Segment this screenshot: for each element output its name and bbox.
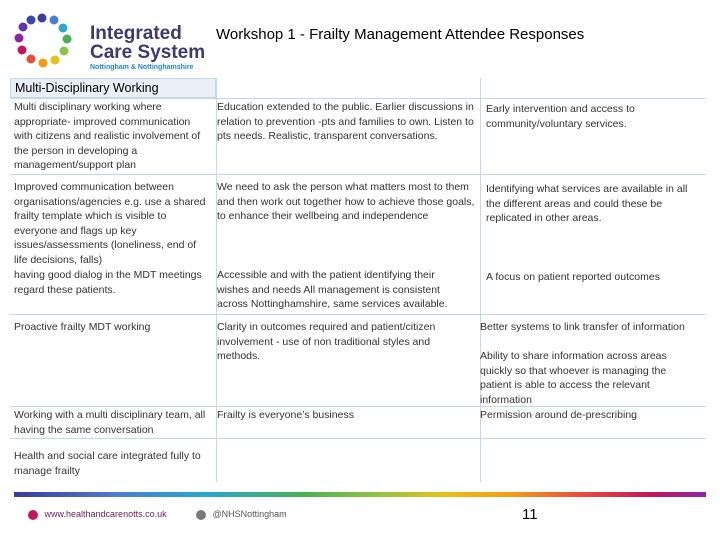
globe-icon — [28, 510, 38, 520]
twitter-icon — [196, 510, 206, 520]
footer-twitter[interactable] — [196, 509, 287, 520]
page-number: 11 — [522, 506, 538, 523]
logo — [12, 8, 212, 72]
row4-col3: Better systems to link transfer of information — [480, 321, 685, 333]
row4-col3-extra: Ability to share information across areas quickly so that whoever is managing the patient is able to access the relevant information — [480, 350, 667, 406]
page-title: Workshop 1 - Frailty Management Attendee Responses — [216, 26, 585, 43]
row2-col3: Identifying what services are available in all the different areas and could these be replicated in other areas. — [486, 183, 688, 224]
row3-col2: Accessible and with the patient identifying their wishes and needs All management is consistent across Nottinghamshire, same services available. — [217, 269, 448, 310]
row5-col1: Working with a multi disciplinary team, all having the same conversation — [14, 409, 206, 436]
row1-col3: Early intervention and access to community/voluntary services. — [486, 103, 635, 130]
row5-col2: Frailty is everyone’s business — [217, 409, 354, 421]
footer-website[interactable] — [28, 509, 167, 520]
row3-col1: having good dialog in the MDT meetings regard these patients. — [14, 269, 202, 296]
logo-ring-icon — [12, 8, 82, 72]
logo-subtitle: Nottingham & Nottinghamshire — [90, 64, 194, 71]
row1-col2: Education extended to the public. Earlier discussions in relation to prevention -pts and families to own. Listen to pts needs. Realistic, transparent conversations. — [217, 101, 474, 142]
logo-text-line2: Care System — [90, 42, 206, 63]
section-header: Multi-Disciplinary Working — [10, 78, 216, 98]
row2-col1: Improved communication between organisations/agencies e.g. use a shared frailty template which is visible to everyone and flags up key issues/assessments (loneliness, end of life decisions, falls) — [14, 181, 206, 266]
responses-table — [10, 78, 706, 482]
row4-col1: Proactive frailty MDT working — [14, 321, 151, 333]
row2-col2: We need to ask the person what matters most to them and then work out together how to achieve those goals, to enhance their wellbeing and independence — [217, 181, 475, 222]
footer-website-text: www.healthandcarenotts.co.uk — [44, 509, 167, 519]
row5-col3: Permission around de-prescribing — [480, 409, 637, 421]
row4-col2: Clarity in outcomes required and patient/citizen involvement - use of non traditional styles and methods. — [217, 321, 436, 362]
row3-col3: A focus on patient reported outcomes — [486, 271, 660, 283]
row6-col1: Health and social care integrated fully to manage frailty — [14, 450, 201, 477]
logo-text-line1: Integrated — [90, 23, 182, 44]
footer-color-bar — [14, 492, 706, 497]
row1-col1: Multi disciplinary working where appropriate- improved communication with citizens and realistic involvement of the person in developing a management/support plan — [14, 101, 201, 171]
footer-twitter-text: @NHSNottingham — [212, 509, 287, 519]
